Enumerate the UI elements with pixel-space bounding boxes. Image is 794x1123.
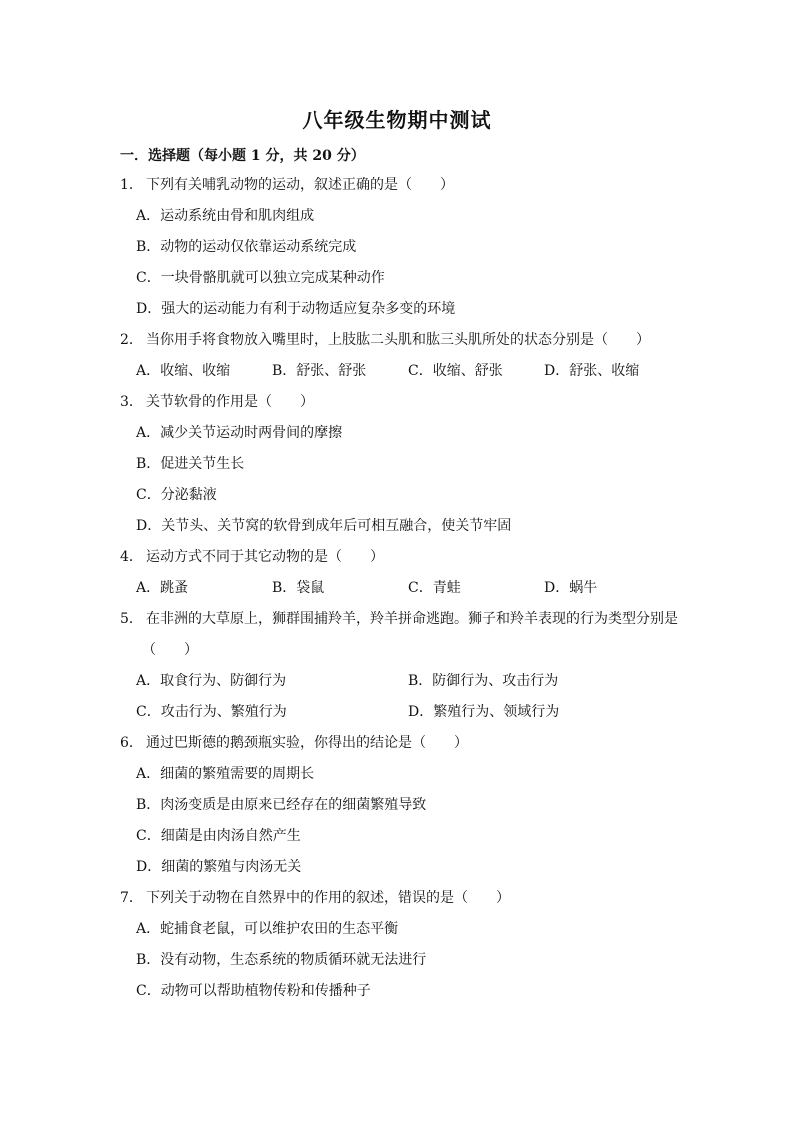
question-text: 运动方式不同于其它动物的是（ ）: [146, 549, 384, 565]
question-text: 当你用手将食物放入嘴里时，上肢肱二头肌和肱三头肌所处的状态分别是（ ）: [146, 332, 650, 348]
option-c: C．一块骨骼肌就可以独立完成某种动作: [136, 270, 385, 286]
option-b: B．没有动物，生态系统的物质循环就无法进行: [136, 952, 427, 968]
question-number: 5．: [120, 611, 143, 627]
option-a: A．运动系统由骨和肌肉组成: [136, 208, 315, 224]
question-text: 通过巴斯德的鹅颈瓶实验，你得出的结论是（ ）: [146, 735, 468, 751]
question-5: [120, 604, 680, 728]
question-number: 2．: [120, 332, 143, 348]
question-stem: [120, 170, 680, 201]
question-3: [120, 387, 680, 542]
question-stem-continued: （ ）: [142, 642, 198, 658]
option-c: C．攻击行为、繁殖行为: [136, 704, 287, 720]
option-row: [120, 697, 680, 728]
option-a: A．减少关节运动时两骨间的摩擦: [136, 425, 343, 441]
option-a: A．蛇捕食老鼠，可以维护农田的生态平衡: [136, 921, 399, 937]
question-4: [120, 542, 680, 604]
option-b: B．袋鼠: [272, 580, 325, 596]
option-row: [120, 573, 680, 604]
option-a: A．跳蚤: [136, 580, 189, 596]
option-d: D．蜗牛: [544, 580, 598, 596]
question-number: 6．: [120, 735, 143, 751]
option-d: D．关节头、关节窝的软骨到成年后可相互融合，使关节牢固: [136, 518, 512, 534]
page-title: 八年级生物期中测试: [302, 108, 492, 132]
option-c: C．细菌是由肉汤自然产生: [136, 828, 301, 844]
question-2: [120, 325, 680, 387]
question-number: 4．: [120, 549, 143, 565]
option-a: A．取食行为、防御行为: [136, 673, 287, 689]
question-stem: [120, 728, 680, 759]
option-d: D．细菌的繁殖与肉汤无关: [136, 859, 302, 875]
option-c: C．青蛙: [408, 580, 461, 596]
question-text: 在非洲的大草原上，狮群围捕羚羊，羚羊拼命逃跑。狮子和羚羊表现的行为类型分别是: [146, 611, 678, 627]
question-number: 7．: [120, 890, 143, 906]
option-row: [120, 356, 680, 387]
question-stem: [120, 387, 680, 418]
question-stem: [120, 604, 680, 635]
option-b: B．促进关节生长: [136, 456, 245, 472]
option-d: D．舒张、收缩: [544, 363, 640, 379]
question-text: 下列关于动物在自然界中的作用的叙述，错误的是（ ）: [146, 890, 510, 906]
option-a: A．细菌的繁殖需要的周期长: [136, 766, 315, 782]
question-list: [120, 170, 680, 1007]
question-7: [120, 883, 680, 1007]
option-c: C．收缩、舒张: [408, 363, 503, 379]
option-d: D．繁殖行为、领域行为: [408, 704, 560, 720]
question-text: 关节软骨的作用是（ ）: [146, 394, 314, 410]
question-number: 3．: [120, 394, 143, 410]
option-a: A．收缩、收缩: [136, 363, 231, 379]
option-c: C．分泌黏液: [136, 487, 217, 503]
option-b: B．防御行为、攻击行为: [408, 673, 559, 689]
option-b: B．肉汤变质是由原来已经存在的细菌繁殖导致: [136, 797, 427, 813]
question-stem: [120, 883, 680, 914]
option-d: D．强大的运动能力有利于动物适应复杂多变的环境: [136, 301, 456, 317]
question-text: 下列有关哺乳动物的运动，叙述正确的是（ ）: [146, 177, 454, 193]
question-stem: [120, 325, 680, 356]
question-1: [120, 170, 680, 325]
option-row: [120, 666, 680, 697]
question-stem: [120, 542, 680, 573]
question-number: 1．: [120, 177, 143, 193]
option-b: B．动物的运动仅依靠运动系统完成: [136, 239, 357, 255]
option-b: B．舒张、舒张: [272, 363, 367, 379]
section-heading: 一．选择题（每小题 1 分，共 20 分）: [120, 148, 365, 164]
question-6: [120, 728, 680, 883]
option-c: C．动物可以帮助植物传粉和传播种子: [136, 983, 371, 999]
